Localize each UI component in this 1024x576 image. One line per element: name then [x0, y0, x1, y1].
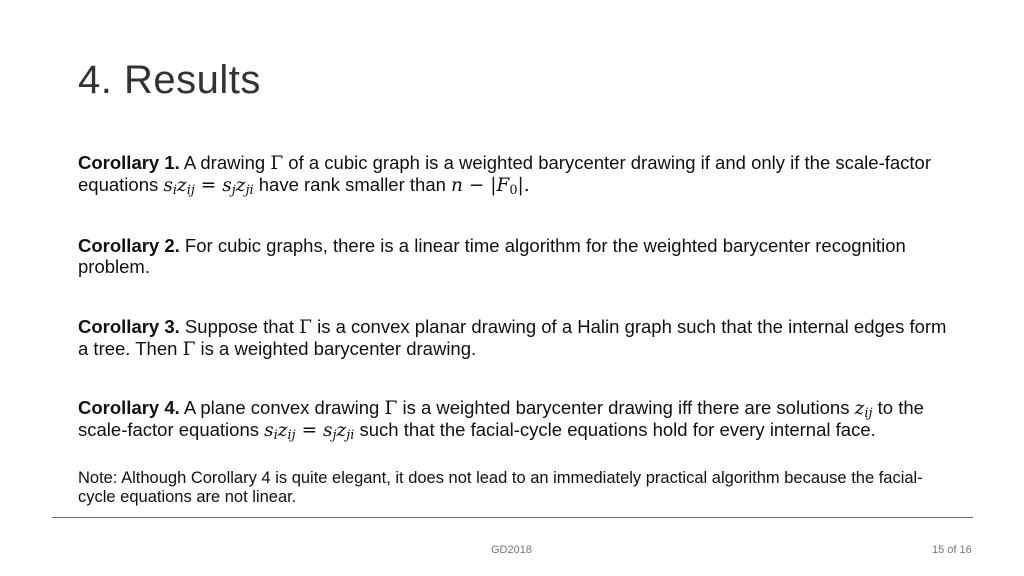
gamma-symbol: Γ [270, 153, 284, 174]
z-ij-symbol: $z_{ij}$ [854, 398, 873, 422]
footer-conference: GD2018 [491, 544, 532, 556]
page-title: 4. Results [78, 58, 261, 102]
corollary-1-label: Corollary 1. [78, 152, 180, 173]
corollary-2-label: Corollary 2. [78, 235, 180, 256]
gamma-symbol: Γ [182, 339, 196, 360]
corollary-3-label: Corollary 3. [78, 316, 180, 337]
footer-divider [52, 517, 973, 518]
gamma-symbol: Γ [299, 317, 312, 338]
rank-expression: $n - |F_0|$. [451, 175, 530, 199]
corollary-2: Corollary 2. For cubic graphs, there is a linear time algorithm for the weighted barycenter recognition problem. [78, 235, 906, 277]
corollary-4: Corollary 4. A plane convex drawing Γ is a weighted barycenter drawing iff there are solutions $z_{ij}$ to the scale-factor equations $s_iz_{ij} = s_jz_{ji}$ such that the facial-cycle equations hold for every internal face. [78, 397, 924, 444]
equation-scale-factor: $s_iz_{ij} = s_jz_{ji}$ [163, 175, 254, 199]
note-text: Note: Although Corollary 4 is quite elegant, it does not lead to an immediately practical algorithm because the facial-cycle equations are not linear. [78, 469, 923, 506]
page-number: 15 of 16 [932, 544, 972, 556]
corollary-1: Corollary 1. A drawing Γ of a cubic graph is a weighted barycenter drawing if and only if the scale-factor equations $s_iz_{ij} = s_jz_{ji}$ have rank smaller than $n - |F_0|$. [78, 152, 932, 199]
corollary-3: Corollary 3. Suppose that Γ is a convex planar drawing of a Halin graph such that the internal edges form a tree. Then Γ is a weighted barycenter drawing. [78, 316, 947, 360]
equation-scale-factor: $s_iz_{ij} = s_jz_{ji}$ [264, 420, 355, 444]
gamma-symbol: Γ [384, 398, 398, 419]
corollary-4-label: Corollary 4. [78, 397, 180, 418]
